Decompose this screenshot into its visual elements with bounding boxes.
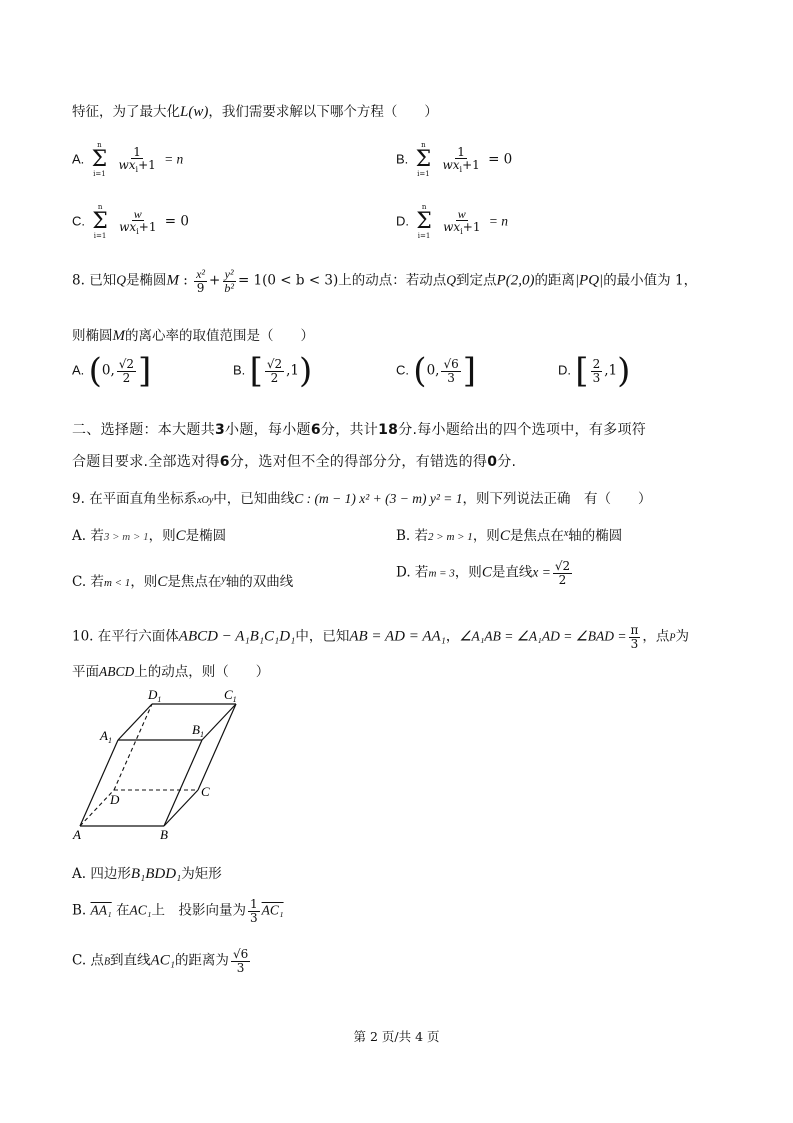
vector-aa1: AA₁ — [90, 902, 112, 918]
label-a: A — [73, 827, 81, 842]
sum-symbol: n Σ i=1 — [91, 141, 108, 178]
q8-point-q: Q — [116, 272, 126, 288]
option-text: 到直线 — [110, 952, 151, 969]
fraction: $\frac{√2}{2}$ — [118, 356, 135, 385]
q7-option-d[interactable] — [396, 204, 508, 240]
option-label: A. — [72, 362, 85, 378]
left-bracket: ( — [413, 351, 427, 391]
q10-option-c[interactable] — [72, 948, 252, 974]
q7-option-a[interactable] — [72, 142, 183, 178]
heading-number: 6 — [219, 454, 230, 470]
fraction: $\frac{2}{3}$ — [592, 356, 601, 385]
q8-stem: 8. 已知Q是椭圆M : $\frac{\text{x²}}{9}$ + $\frac{\text{y²}}{\text{b²}}$ = 1(0 < b < 3)上的动点：若动点Q到定点P(2,0)的距离|PQ|的最小值为 1， — [72, 267, 698, 295]
rhs: = 0 — [488, 151, 513, 168]
fraction: $\frac{w}{wx_i+1}$ — [119, 206, 157, 237]
option-text: A. 若 — [72, 528, 104, 544]
option-text: 是焦点在 — [509, 528, 564, 544]
heading-number: 0 — [487, 454, 498, 470]
q8-text3: 上的动点：若动点 — [338, 272, 447, 289]
axis: x — [563, 528, 569, 539]
question-number: 9. — [72, 491, 85, 507]
option-math: B₁BDD₁ — [130, 866, 182, 882]
q8-text1: 已知 — [89, 272, 117, 289]
edge-dd1-hidden — [114, 704, 152, 790]
parallelepiped-figure — [70, 686, 250, 846]
heading-part: 分.每小题给出的四个选项中，有多项符 — [398, 422, 647, 438]
fraction-pi: $\frac{\pi}{3}$ — [630, 623, 639, 651]
option-text: ，则 — [454, 564, 482, 581]
value: ,1 — [604, 362, 618, 379]
option-text: C. 点 — [72, 952, 104, 969]
q10-text3: ， — [445, 628, 460, 645]
q8-option-a[interactable] — [72, 351, 152, 391]
option-text: 上 投影向量为 — [151, 902, 246, 919]
q10-line2b: 上的动点，则（ ） — [134, 664, 270, 680]
q8-line2 — [72, 324, 314, 345]
q10-line2 — [72, 660, 269, 680]
value: 0, — [426, 362, 440, 379]
option-text: 为矩形 — [181, 866, 222, 882]
option-text: 的距离为 — [174, 952, 229, 969]
q9-text3: ，则下列说法正确 有（ ） — [462, 491, 652, 507]
sum-symbol: n Σ i=1 — [416, 203, 432, 240]
fraction: $\frac{1}{wx_i+1}$ — [118, 144, 156, 175]
fraction: $\frac{1}{wx_i+1}$ — [442, 144, 480, 175]
option-text: ，则 — [472, 528, 500, 544]
option-text: 在 — [116, 902, 130, 919]
question-number: 8. — [72, 272, 85, 289]
question-number: 10. — [72, 628, 94, 645]
sum-symbol: n Σ i=1 — [92, 203, 108, 240]
option-label: D. — [396, 213, 409, 229]
option-text: ，则 — [148, 528, 176, 544]
section-heading-line1 — [72, 419, 646, 439]
rhs: = n — [488, 213, 509, 229]
q9-text1: 在平面直角坐标系 — [89, 491, 198, 507]
q7-func: L(w) — [180, 104, 209, 120]
curve-c: C — [481, 564, 492, 581]
fraction: $\frac{√2}{2}$ — [554, 559, 571, 587]
q10-solid: ABCD − A₁B₁C₁D₁ — [178, 628, 296, 645]
q8-eq-tail: = 1(0 < b < 3) — [237, 272, 339, 289]
q10-option-a[interactable] — [72, 862, 222, 883]
q9-stem — [72, 487, 652, 507]
q10-text5: 为 — [675, 628, 690, 645]
q9-curve: C : (m − 1) x² + (3 − m) y² = 1 — [294, 491, 463, 506]
label-d1: $D_1$ — [148, 687, 162, 704]
option-text: C. 若 — [72, 574, 104, 590]
point-b: B — [103, 956, 111, 968]
option-text: B. 若 — [396, 528, 429, 544]
option-text: 轴的双曲线 — [225, 574, 294, 590]
label-c1: $C_1$ — [224, 687, 237, 704]
left-bracket: [ — [249, 351, 263, 391]
heading-number: 18 — [378, 422, 399, 438]
fraction: $\frac{w}{wx_i+1}$ — [443, 206, 481, 237]
heading-part: 分，选对但不全的得部分分，有错选的得 — [229, 454, 488, 470]
q9-text2: 中，已知曲线 — [213, 491, 295, 507]
option-text: 轴的椭圆 — [568, 528, 623, 544]
q10-eq1: AB = AD = AA₁ — [349, 628, 446, 645]
left-bracket: [ — [575, 351, 589, 391]
q7-option-c[interactable] — [72, 204, 189, 240]
value: 0, — [101, 362, 115, 379]
rhs: = 0 — [164, 213, 189, 230]
axis: y — [221, 574, 226, 585]
value: ,1 — [286, 362, 300, 379]
curve-c: C — [157, 574, 168, 590]
q10-text2: 中，已知 — [295, 628, 350, 645]
fraction: $\frac{√6}{3}$ — [232, 947, 249, 975]
q8-text2: 是椭圆 — [125, 272, 167, 289]
option-text: 是焦点在 — [167, 574, 222, 590]
heading-part: 小题，每小题 — [225, 422, 311, 438]
q8-ellipse-m2: M — [112, 328, 125, 344]
q10-point-p: P — [669, 632, 676, 644]
q10-line2a: 平面 — [72, 664, 99, 680]
option-text: 是直线 — [491, 564, 533, 581]
q7-tail: ，我们需要求解以下哪个方程（ ） — [208, 104, 438, 120]
q9-option-c[interactable] — [72, 570, 293, 591]
q10-plane: ABCD — [99, 664, 135, 679]
condition: m < 1 — [103, 577, 131, 589]
heading-number: 3 — [215, 422, 226, 438]
q10-option-b[interactable] — [72, 898, 284, 924]
q7-intro: 特征，为了最大化 — [72, 104, 180, 120]
q8-distance: |PQ| — [574, 272, 604, 289]
fraction: $\frac{√2}{2}$ — [266, 356, 283, 385]
vector-ac1: AC₁ — [261, 902, 284, 918]
edge-d1a1 — [118, 704, 152, 740]
label-a1: $A_1$ — [100, 728, 112, 745]
q8-ellipse-m: M — [166, 272, 179, 289]
q8-point-p: P(2,0) — [496, 272, 535, 289]
q8-line2a: 则椭圆 — [72, 328, 113, 344]
q8-option-b[interactable] — [233, 351, 313, 391]
label-d: D — [110, 792, 120, 807]
q10-text1: 在平行六面体 — [97, 628, 179, 645]
sum-symbol: n Σ i=1 — [415, 141, 432, 178]
q8-text6: 的最小值为 1， — [603, 272, 698, 289]
edge-aa1 — [80, 740, 118, 826]
option-text: 是椭圆 — [185, 528, 227, 544]
fraction-x: $\frac{\text{x²}}{9}$ — [196, 267, 206, 295]
edge-ad-hidden — [80, 790, 114, 826]
left-bracket: ( — [88, 351, 102, 391]
right-bracket: ) — [299, 351, 313, 391]
fraction: $\frac{1}{3}$ — [249, 897, 258, 925]
condition: m = 3 — [428, 567, 455, 580]
heading-part: 分，共计 — [320, 422, 379, 438]
edge-b1c1 — [202, 704, 236, 740]
option-text: D. 若 — [396, 564, 429, 581]
q9-option-d[interactable] — [396, 560, 574, 586]
q7-stem — [72, 100, 438, 121]
heading-number: 6 — [310, 422, 321, 438]
section-heading-line2 — [72, 451, 516, 471]
condition: 2 > m > 1 — [428, 531, 473, 543]
right-bracket: ) — [617, 351, 631, 391]
label-b: B — [160, 827, 168, 842]
option-label: C. — [72, 213, 85, 229]
label-c: C — [201, 784, 210, 799]
q7-option-b[interactable] — [396, 142, 512, 178]
line-ac1: AC₁ — [129, 902, 152, 918]
heading-part: 合题目要求.全部选对得 — [72, 454, 220, 470]
rhs: = n — [164, 151, 184, 167]
fraction: $\frac{√6}{3}$ — [443, 356, 459, 385]
curve-c: C — [175, 528, 186, 544]
q8-option-d[interactable] — [558, 351, 631, 391]
right-bracket: ] — [462, 351, 476, 391]
q8-text5: 的距离 — [534, 272, 575, 289]
q10-stem — [72, 624, 689, 650]
q8-text4: 到定点 — [456, 272, 497, 289]
option-text: A. 四边形 — [72, 866, 131, 882]
option-label: B. — [396, 151, 409, 167]
option-label: D. — [558, 362, 571, 378]
q9-xoy: xOy — [197, 495, 214, 506]
page-footer: 第 2 页/共 4 页 — [353, 1029, 440, 1044]
q8-line2b: 的离心率的取值范围是（ ） — [125, 328, 314, 344]
edge-bc — [164, 790, 198, 826]
option-label: C. — [396, 362, 409, 378]
edge-bb1 — [164, 740, 202, 826]
option-label: B. — [233, 362, 246, 378]
q9-option-b[interactable] — [396, 524, 622, 545]
equation: x = — [532, 564, 551, 580]
q10-text4: ，点 — [642, 628, 670, 645]
right-bracket: ] — [138, 351, 152, 391]
curve-c: C — [499, 528, 510, 544]
q10-eq2: ∠A₁AB = ∠A₁AD = ∠BAD = — [459, 628, 627, 644]
label-b1: $B_1$ — [192, 722, 204, 739]
line-ac1: AC₁ — [150, 952, 175, 969]
option-text: ，则 — [130, 574, 158, 590]
heading-part: 二、选择题：本大题共 — [72, 422, 215, 438]
heading-part: 分. — [497, 454, 517, 470]
q9-option-a[interactable] — [72, 524, 226, 545]
q8-option-c[interactable] — [396, 351, 476, 391]
edge-cc1 — [198, 704, 236, 790]
q8-point-q2: Q — [446, 272, 457, 288]
option-text: B. — [72, 902, 87, 919]
condition: 3 > m > 1 — [103, 531, 149, 543]
fraction-y: $\frac{\text{y²}}{\text{b²}}$ — [224, 267, 234, 295]
option-label: A. — [72, 151, 85, 167]
